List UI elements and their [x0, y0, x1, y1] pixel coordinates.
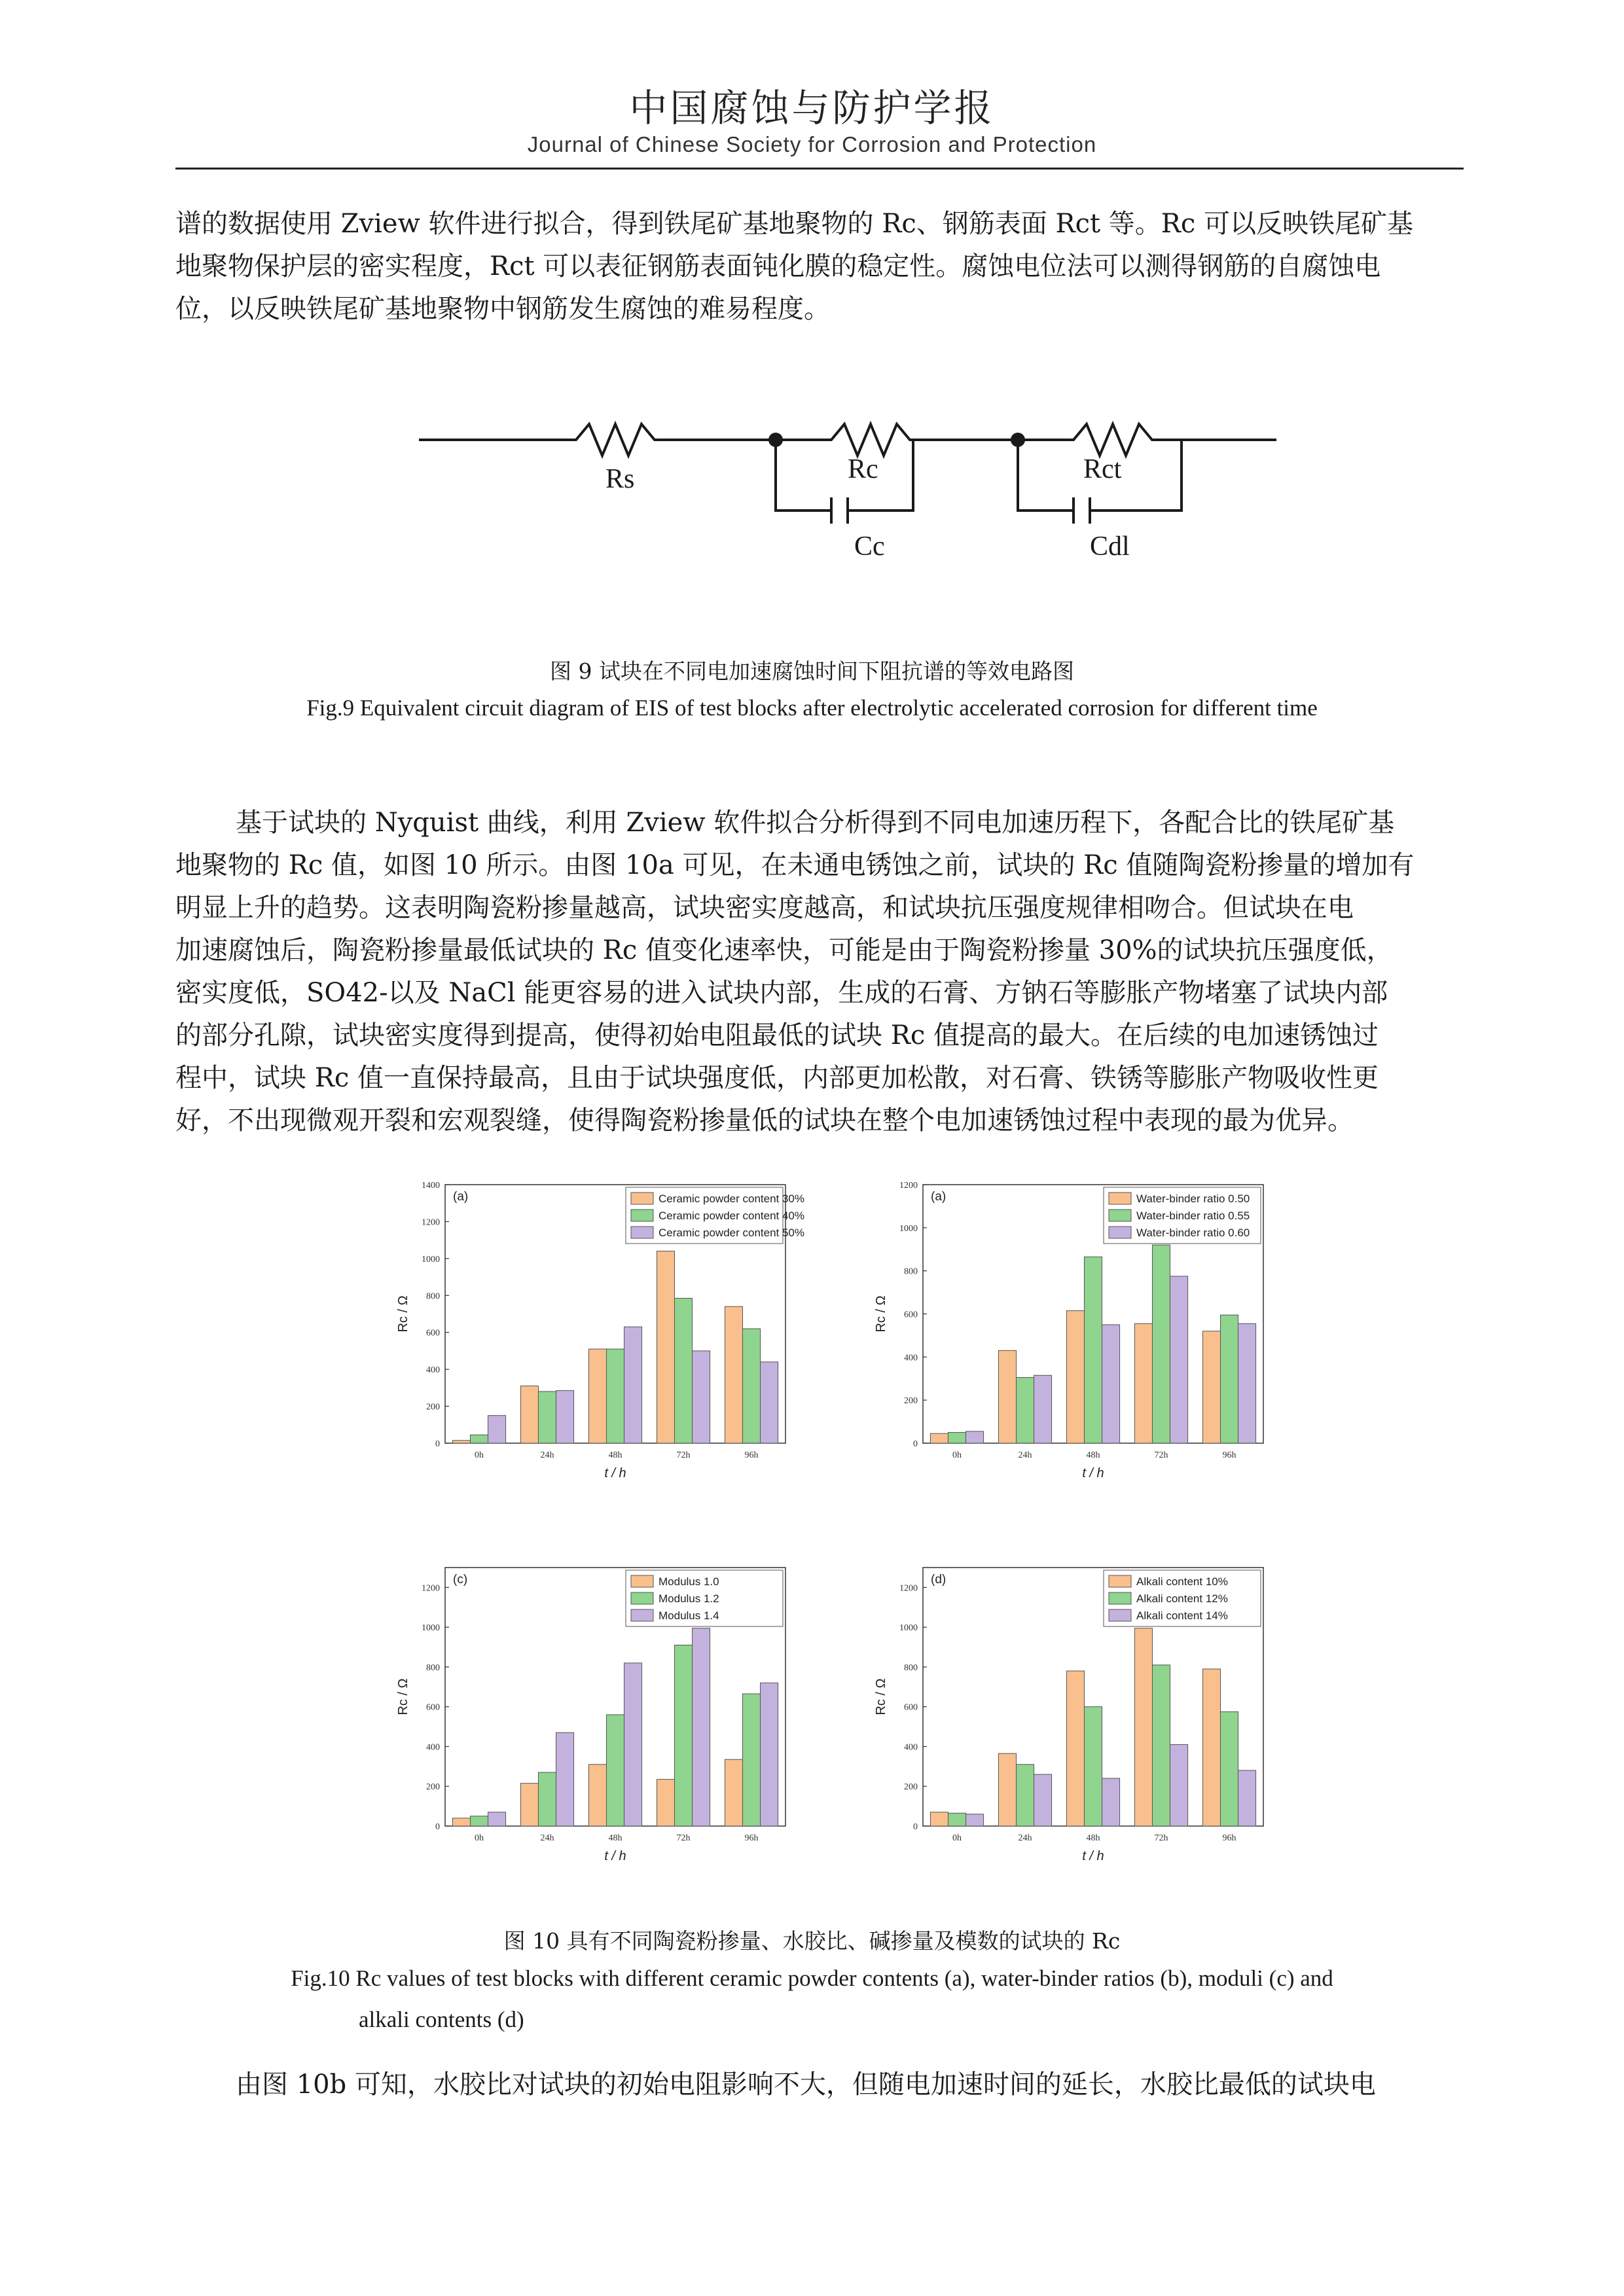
bar: [452, 1818, 470, 1826]
legend-swatch: [631, 1210, 653, 1221]
legend-label: Alkali content 14%: [1136, 1609, 1228, 1622]
y-axis-label: Rc / Ω: [874, 1295, 888, 1333]
bar: [725, 1306, 742, 1443]
bar: [1102, 1778, 1120, 1826]
equivalent-circuit-diagram: [412, 393, 1290, 596]
label-cdl: Cdl: [1090, 531, 1130, 562]
y-tick-label: 1000: [899, 1623, 918, 1634]
node-dot: [768, 433, 783, 447]
y-tick-label: 0: [435, 1439, 440, 1449]
label-cc: Cc: [854, 531, 885, 562]
panel-label: (a): [931, 1190, 947, 1204]
bar: [930, 1433, 948, 1443]
text-line: 明显上升的趋势。这表明陶瓷粉掺量越高，试块密实度越高，和试块抗压强度规律相吻合。但试块在电: [175, 893, 1354, 923]
fig10-caption-cn: 图 10 具有不同陶瓷粉掺量、水胶比、碱掺量及模数的试块的 Rc: [503, 1928, 1121, 1954]
legend-swatch: [1109, 1592, 1131, 1604]
bar: [966, 1431, 984, 1443]
legend-label: Water-binder ratio 0.60: [1136, 1227, 1250, 1239]
fig9-caption-cn: 图 9 试块在不同电加速腐蚀时间下阻抗谱的等效电路图: [550, 658, 1074, 684]
x-tick-label: 48h: [1086, 1833, 1100, 1843]
bar: [1220, 1315, 1238, 1443]
x-tick-label: 72h: [676, 1833, 691, 1843]
y-tick-label: 800: [426, 1291, 440, 1302]
x-tick-label: 24h: [1018, 1450, 1032, 1460]
bar: [520, 1784, 538, 1826]
bar: [761, 1683, 778, 1826]
y-tick-label: 600: [904, 1310, 918, 1320]
bar: [470, 1435, 488, 1443]
label-rc: Rc: [848, 454, 878, 484]
bar: [1170, 1276, 1188, 1443]
legend-label: Alkali content 10%: [1136, 1575, 1228, 1588]
text-line: 密实度低，SO42-以及 NaCl 能更容易的进入试块内部，生成的石膏、方钠石等膨胀产物堵塞了试块内部: [175, 978, 1388, 1008]
bar: [998, 1753, 1016, 1826]
bar: [1134, 1628, 1152, 1826]
y-tick-label: 1200: [899, 1583, 918, 1594]
bar: [1202, 1669, 1220, 1826]
bar: [1034, 1774, 1052, 1826]
y-tick-label: 200: [426, 1402, 440, 1412]
bar: [606, 1349, 624, 1443]
bar: [948, 1813, 965, 1826]
bar: [606, 1715, 624, 1826]
bar: [556, 1732, 574, 1826]
x-axis-label: t / h: [604, 1849, 626, 1863]
legend-label: Water-binder ratio 0.50: [1136, 1193, 1250, 1205]
x-tick-label: 96h: [1222, 1450, 1236, 1460]
bar: [930, 1812, 948, 1826]
y-tick-label: 600: [426, 1328, 440, 1338]
chart-water-binder: [871, 1172, 1276, 1499]
y-tick-label: 400: [426, 1365, 440, 1376]
legend-swatch: [631, 1227, 653, 1238]
fig10-caption-en-1: Fig.10 Rc values of test blocks with different ceramic powder contents (a), water-binder ratios (b), moduli (c) and: [291, 1965, 1333, 1991]
bar: [1152, 1665, 1170, 1826]
bar: [761, 1362, 778, 1443]
bar: [693, 1628, 710, 1826]
bar: [588, 1765, 606, 1826]
x-tick-label: 0h: [475, 1833, 484, 1843]
bar: [657, 1251, 674, 1443]
text-line: 谱的数据使用 Zview 软件进行拟合，得到铁尾矿基地聚物的 Rc、钢筋表面 Rct 等。Rc 可以反映铁尾矿基: [175, 209, 1414, 239]
bar: [998, 1350, 1016, 1443]
x-tick-label: 24h: [540, 1833, 554, 1843]
x-tick-label: 72h: [1154, 1450, 1168, 1460]
bar: [488, 1812, 506, 1826]
legend-label: Ceramic powder content 40%: [659, 1210, 805, 1222]
bar: [1084, 1257, 1102, 1443]
y-tick-label: 600: [426, 1702, 440, 1713]
text-line: 地聚物保护层的密实程度，Rct 可以表征钢筋表面钝化膜的稳定性。腐蚀电位法可以测得钢筋的自腐蚀电: [175, 251, 1381, 281]
legend-swatch: [631, 1609, 653, 1621]
label-rct: Rct: [1083, 454, 1122, 484]
x-axis-label: t / h: [1082, 1849, 1104, 1863]
paragraph-1: [175, 203, 1464, 331]
legend-label: Water-binder ratio 0.55: [1136, 1210, 1250, 1222]
y-axis-label: Rc / Ω: [396, 1678, 410, 1715]
bar: [657, 1780, 674, 1826]
bar: [948, 1433, 965, 1443]
y-tick-label: 1000: [422, 1623, 440, 1634]
text-line: 位，以反映铁尾矿基地聚物中钢筋发生腐蚀的难易程度。: [175, 294, 830, 324]
node-dot: [1011, 433, 1025, 447]
bar: [538, 1772, 556, 1826]
legend-label: Modulus 1.2: [659, 1592, 719, 1605]
legend-label: Alkali content 12%: [1136, 1592, 1228, 1605]
legend-swatch: [1109, 1210, 1131, 1221]
text-line: 加速腐蚀后，陶瓷粉掺量最低试块的 Rc 值变化速率快，可能是由于陶瓷粉掺量 30%的试块抗压强度低，: [175, 935, 1393, 965]
y-tick-label: 400: [426, 1742, 440, 1753]
bar: [1066, 1311, 1084, 1443]
paragraph-3: [175, 2064, 1464, 2106]
y-tick-label: 800: [904, 1266, 918, 1277]
legend-label: Modulus 1.0: [659, 1575, 719, 1588]
bar: [1066, 1671, 1084, 1826]
y-tick-label: 200: [904, 1782, 918, 1793]
wire-cc-branch: [776, 440, 831, 511]
y-tick-label: 400: [904, 1353, 918, 1363]
x-tick-label: 96h: [744, 1450, 759, 1460]
bar: [966, 1814, 984, 1826]
legend-label: Ceramic powder content 50%: [659, 1227, 805, 1239]
bar: [1084, 1707, 1102, 1826]
text-line: 基于试块的 Nyquist 曲线，利用 Zview 软件拟合分析得到不同电加速历程下，各配合比的铁尾矿基: [236, 808, 1395, 838]
bar: [693, 1351, 710, 1443]
x-axis-label: t / h: [1082, 1466, 1104, 1480]
y-tick-label: 600: [904, 1702, 918, 1713]
bar: [470, 1816, 488, 1826]
y-tick-label: 800: [426, 1662, 440, 1673]
bar: [1238, 1770, 1256, 1826]
chart-modulus: [393, 1554, 799, 1882]
bar: [674, 1299, 692, 1443]
bar: [1102, 1325, 1120, 1443]
y-tick-label: 1200: [899, 1181, 918, 1191]
panel-label: (d): [931, 1573, 947, 1587]
y-axis-label: Rc / Ω: [396, 1295, 410, 1333]
x-tick-label: 48h: [608, 1450, 623, 1460]
bar: [674, 1645, 692, 1827]
x-tick-label: 0h: [475, 1450, 484, 1460]
journal-title: 中国腐蚀与防护学报: [629, 86, 995, 130]
x-tick-label: 72h: [1154, 1833, 1168, 1843]
y-tick-label: 1000: [899, 1223, 918, 1234]
bar: [1034, 1375, 1052, 1443]
bar: [1016, 1378, 1034, 1443]
bar: [1220, 1712, 1238, 1826]
bar: [1238, 1323, 1256, 1443]
x-tick-label: 24h: [1018, 1833, 1032, 1843]
legend-label: Ceramic powder content 30%: [659, 1193, 805, 1205]
y-tick-label: 800: [904, 1662, 918, 1673]
bar: [624, 1663, 642, 1826]
chart-alkali: [871, 1554, 1276, 1882]
paragraph-2: [175, 802, 1464, 1142]
x-tick-label: 48h: [608, 1833, 623, 1843]
bar: [588, 1349, 606, 1443]
bar: [725, 1759, 742, 1826]
x-axis-label: t / h: [604, 1466, 626, 1480]
wire-rct: [1018, 424, 1276, 456]
bar: [742, 1694, 760, 1826]
text-line: 程中，试块 Rc 值一直保持最高，且由于试块强度低，内部更加松散，对石膏、铁锈等膨胀产物吸收性更: [175, 1063, 1379, 1093]
y-tick-label: 0: [435, 1822, 440, 1832]
journal-subtitle: Journal of Chinese Society for Corrosion and Protection: [527, 132, 1097, 156]
legend-swatch: [1109, 1193, 1131, 1204]
chart-ceramic-powder: [393, 1172, 805, 1499]
x-tick-label: 96h: [1222, 1833, 1236, 1843]
y-tick-label: 400: [904, 1742, 918, 1753]
y-axis-label: Rc / Ω: [874, 1678, 888, 1715]
fig9-caption-en: Fig.9 Equivalent circuit diagram of EIS of test blocks after electrolytic accelerated corrosion for different time: [306, 695, 1318, 721]
panel-label: (a): [453, 1190, 469, 1204]
text-line: 地聚物的 Rc 值，如图 10 所示。由图 10a 可见，在未通电锈蚀之前，试块的 Rc 值随陶瓷粉掺量的增加有: [175, 850, 1415, 880]
y-tick-label: 0: [913, 1439, 918, 1449]
bar: [556, 1391, 574, 1443]
y-tick-label: 1000: [422, 1254, 440, 1265]
legend-swatch: [1109, 1575, 1131, 1587]
y-tick-label: 0: [913, 1822, 918, 1832]
wire-cdl-branch: [1018, 440, 1074, 511]
legend-swatch: [631, 1592, 653, 1604]
text-line: 由图 10b 可知，水胶比对试块的初始电阻影响不大，但随电加速时间的延长，水胶比最低的试块电: [236, 2070, 1376, 2100]
legend-label: Modulus 1.4: [659, 1609, 719, 1622]
label-rs: Rs: [605, 464, 635, 494]
bar: [488, 1416, 506, 1443]
x-tick-label: 0h: [952, 1450, 962, 1460]
y-tick-label: 1400: [422, 1181, 440, 1191]
legend-swatch: [631, 1575, 653, 1587]
x-tick-label: 24h: [540, 1450, 554, 1460]
bar: [538, 1391, 556, 1443]
legend-swatch: [1109, 1227, 1131, 1238]
y-tick-label: 200: [426, 1782, 440, 1793]
text-line: 的部分孔隙，试块密实度得到提高，使得初始电阻最低的试块 Rc 值提高的最大。在后续的电加速锈蚀过: [175, 1020, 1379, 1050]
fig10-caption-en-2: alkali contents (d): [359, 2007, 524, 2032]
bar: [1170, 1744, 1188, 1826]
y-tick-label: 200: [904, 1396, 918, 1407]
legend-swatch: [1109, 1609, 1131, 1621]
bar: [742, 1329, 760, 1443]
bar: [1152, 1245, 1170, 1443]
x-tick-label: 48h: [1086, 1450, 1100, 1460]
x-tick-label: 0h: [952, 1833, 962, 1843]
bar: [1016, 1765, 1034, 1826]
y-tick-label: 1200: [422, 1583, 440, 1594]
bar: [452, 1441, 470, 1443]
bar: [520, 1386, 538, 1443]
bar: [1202, 1331, 1220, 1443]
wire-main: [419, 424, 776, 456]
bar: [1134, 1323, 1152, 1443]
header-rule: [175, 168, 1464, 170]
bar: [624, 1327, 642, 1443]
legend-swatch: [631, 1193, 653, 1204]
wire-rc: [776, 424, 1018, 456]
text-line: 好，不出现微观开裂和宏观裂缝，使得陶瓷粉掺量低的试块在整个电加速锈蚀过程中表现的最为优异。: [175, 1105, 1354, 1136]
panel-label: (c): [453, 1573, 468, 1587]
x-tick-label: 96h: [744, 1833, 759, 1843]
x-tick-label: 72h: [676, 1450, 691, 1460]
y-tick-label: 1200: [422, 1217, 440, 1228]
